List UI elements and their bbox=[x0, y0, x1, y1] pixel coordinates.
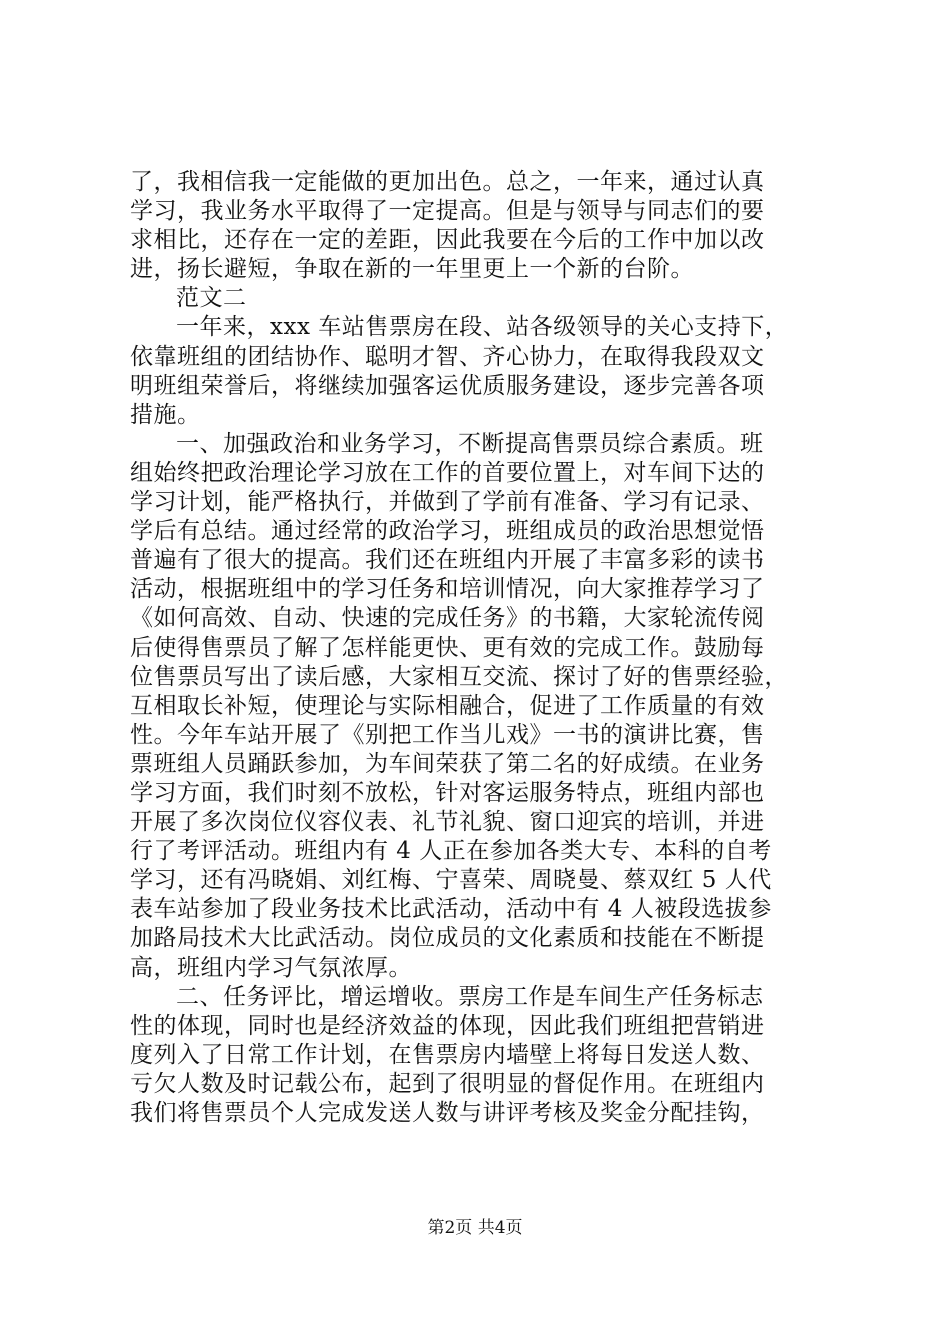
text-line: 措施。 bbox=[130, 401, 201, 428]
text-line: 行了考评活动。班组内有 4 人正在参加各类大专、本科的自考 bbox=[130, 838, 772, 865]
paragraph-start: 二、任务评比，增运增收。票房工作是车间生产任务标志 bbox=[176, 983, 764, 1010]
text-line: 我们将售票员个人完成发送人数与讲评考核及奖金分配挂钩， bbox=[130, 1100, 765, 1126]
text-line: 互相取长补短，使理论与实际相融合，促进了工作质量的有效 bbox=[130, 692, 765, 719]
text-line: 依靠班组的团结协作、聪明才智、齐心协力，在取得我段双文 bbox=[130, 343, 765, 370]
text-line: 后使得售票员了解了怎样能更快、更有效的完成工作。鼓励每 bbox=[130, 634, 765, 661]
text-line: 学习，还有冯晓娟、刘红梅、宁喜荣、周晓曼、蔡双红 5 人代 bbox=[130, 867, 772, 894]
text-line: 了，我相信我一定能做的更加出色。总之，一年来，通过认真 bbox=[130, 169, 765, 195]
text-line: 进，扬长避短，争取在新的一年里更上一个新的台阶。 bbox=[130, 256, 694, 283]
document-body bbox=[130, 168, 830, 1128]
text-line: 性的体现，同时也是经济效益的体现，因此我们班组把营销进 bbox=[130, 1012, 765, 1039]
text-line: 明班组荣誉后，将继续加强客运优质服务建设，逐步完善各项 bbox=[130, 372, 765, 399]
text-line: 性。今年车站开展了《别把工作当儿戏》一书的演讲比赛，售 bbox=[130, 721, 765, 748]
text-line: 《如何高效、自动、快速的完成任务》的书籍，大家轮流传阅 bbox=[130, 605, 765, 632]
text-line: 组始终把政治理论学习放在工作的首要位置上，对车间下达的 bbox=[130, 459, 765, 486]
text-line: 学习，我业务水平取得了一定提高。但是与领导与同志们的要 bbox=[130, 198, 765, 225]
paragraph-start: 一、加强政治和业务学习，不断提高售票员综合素质。班 bbox=[176, 430, 764, 457]
text-line: 票班组人员踊跃参加，为车间荣获了第二名的好成绩。在业务 bbox=[130, 750, 765, 777]
text-line: 学后有总结。通过经常的政治学习，班组成员的政治思想觉悟 bbox=[130, 518, 765, 545]
text-line: 加路局技术大比武活动。岗位成员的文化素质和技能在不断提 bbox=[130, 925, 765, 952]
text-line: 普遍有了很大的提高。我们还在班组内开展了丰富多彩的读书 bbox=[130, 547, 765, 574]
text-line: 开展了多次岗位仪容仪表、礼节礼貌、窗口迎宾的培训，并进 bbox=[130, 809, 765, 836]
page-number-footer: 第2页 共4页 bbox=[427, 1218, 523, 1238]
text-line: 位售票员写出了读后感，大家相互交流、探讨了好的售票经验， bbox=[130, 663, 788, 690]
text-line: 学习方面，我们时刻不放松，针对客运服务特点，班组内部也 bbox=[130, 779, 765, 806]
text-line: 表车站参加了段业务技术比武活动，活动中有 4 人被段选拔参 bbox=[130, 896, 772, 923]
text-line: 高，班组内学习气氛浓厚。 bbox=[130, 954, 412, 981]
section-heading: 范文二 bbox=[176, 285, 247, 312]
text-line: 度列入了日常工作计划，在售票房内墙壁上将每日发送人数、 bbox=[130, 1041, 765, 1068]
text-line: 亏欠人数及时记载公布，起到了很明显的督促作用。在班组内 bbox=[130, 1070, 765, 1097]
paragraph-start: 一年来，xxx 车站售票房在段、站各级领导的关心支持下， bbox=[176, 314, 789, 341]
text-line: 活动，根据班组中的学习任务和培训情况，向大家推荐学习了 bbox=[130, 576, 765, 603]
text-line: 学习计划，能严格执行，并做到了学前有准备、学习有记录、 bbox=[130, 489, 765, 516]
text-line: 求相比，还存在一定的差距，因此我要在今后的工作中加以改 bbox=[130, 227, 765, 254]
